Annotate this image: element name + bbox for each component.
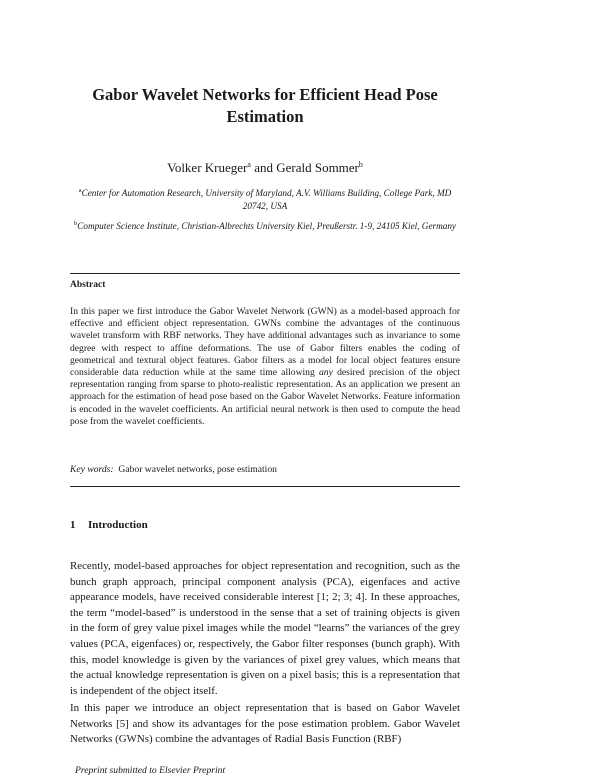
author-joiner: and	[254, 160, 273, 175]
section-number: 1	[70, 519, 76, 531]
author-affiliation-marker: b	[358, 160, 363, 169]
author-affiliation-marker: a	[247, 160, 251, 169]
abstract-text: desired precision of the object representation ranging from sparse to photo-realistic representation. As an application we present an approach for the estimation of head pose based on the Gabor Wavelet Networks. Feature information is encoded in the wavelet coefficients. An artificial neural network is then used to compute the head pose from the wavelet coefficients.	[70, 367, 461, 427]
keywords-value: Gabor wavelet networks, pose estimation	[118, 464, 277, 475]
author-name: Volker Krueger	[167, 160, 248, 175]
abstract-top-rule	[70, 273, 460, 274]
keywords-label: Key words:	[70, 464, 114, 475]
section-heading	[70, 518, 148, 532]
body-paragraph: Recently, model-based approaches for object representation and recognition, such as the bunch graph approach, principal component analysis (PCA), eigenfaces and active appearance models, have received considerable interest [1; 2; 3; 4]. In these approaches, the term “model-based” is understood in the sense that a set of training objects is given in the form of grey value pixel images while the model “learns” the variances of the grey values (PCA, eigenfaces) or, respectively, the Gabor filter responses (bunch graph). With this, model knowledge is given by the variances of pixel grey values, which means that the actual knowledge representation is given on a pixel basis; this is a representation that is independent of the object itself.	[70, 560, 460, 697]
affiliation-marker: a	[78, 187, 82, 194]
author-name: Gerald Sommer	[276, 160, 359, 175]
affiliation	[70, 184, 460, 213]
section-title: Introduction	[88, 519, 148, 531]
abstract-bottom-rule	[70, 486, 460, 487]
affiliation-text: Computer Science Institute, Christian-Albrechts University Kiel, Preußerstr. 1-9, 24105 Kiel, Germany	[77, 221, 456, 231]
abstract-heading: Abstract	[70, 280, 106, 290]
affiliation-marker: b	[73, 220, 78, 227]
abstract-text: In this paper we first introduce the Gabor Wavelet Network (GWN) as a model-based approach for effective and efficient object representation. GWNs combine the advantages of the continuous wavelet transform with RBF networks. They have additional advantages such as invariance to some degree with respect to affine deformations. The use of Gabor filters enables the coding of geometrical and textural object features. Gabor filters as a model for local object features ensure considerable data reduction while at the same time allowing	[70, 306, 460, 379]
author-line	[70, 157, 460, 176]
affiliation-text: Center for Automation Research, University of Maryland, A.V. Williams Building, College Park, MD 20742, USA	[81, 188, 452, 211]
preprint-footer: Preprint submitted to Elsevier Preprint	[75, 765, 226, 776]
abstract-emphasis: any	[319, 367, 333, 379]
body-paragraph: In this paper we introduce an object representation that is based on Gabor Wavelet Networks [5] and show its advantages for the pose estimation problem. Gabor Wavelet Networks (GWNs) combine the advantages of Radial Basis Function (RBF)	[70, 702, 460, 746]
abstract-body	[70, 306, 460, 428]
paper-title: Gabor Wavelet Networks for Efficient Head Pose Estimation	[92, 85, 438, 126]
affiliation	[70, 217, 460, 233]
keywords	[70, 464, 277, 476]
